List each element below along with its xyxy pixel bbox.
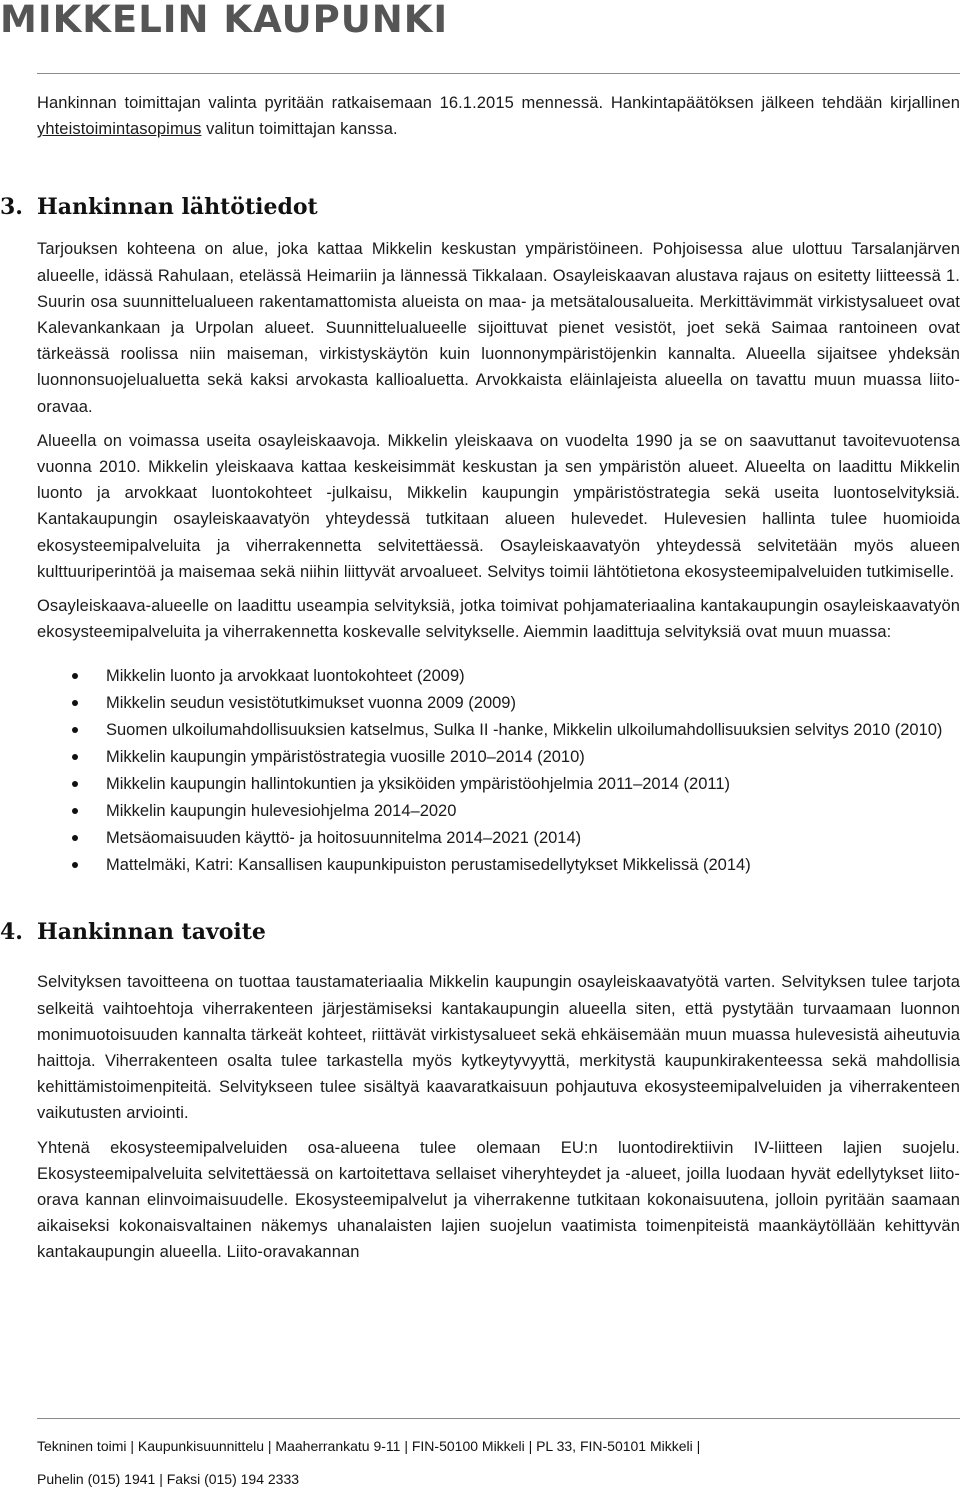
section-4-paragraph: Yhtenä ekosysteemipalveluiden osa-alueena tulee olemaan EU:n luontodirektiivin IV-liitteen lajien suojelu. Ekosysteemipalveluita selvitettäessä on kartoitettava sellaiset viheryhteydet ja -alueet, joilla luodaan hyvät edellytykset liito-orava kannan elinvoimaisuudelle. Ekosysteemipalvelut ja viherrakenne tutkitaan kokonaisuutena, jolloin pyritään saamaan aikaiseksi kokonaisvaltainen näkemys uhanalaisten lajien suojelun vaatimista toimenpiteistä maankäytöllään kehittyvän kantakaupungin alueella. Liito-oravakannan [37,1138,960,1262]
list-item: Mattelmäki, Katri: Kansallisen kaupunkipuiston perustamisedellytykset Mikkelissä (2014) [37,852,960,879]
section-4-title: Hankinnan tavoite [37,919,266,946]
section-3-paragraph: Tarjouksen kohteena on alue, joka kattaa Mikkelin keskustan ympäristöineen. Pohjoisessa alue ulottuu Tarsalanjärven alueelle, idässä Rahulaan, etelässä Heimariin ja lännessä Tikkalaan. Osayleiskaavan alustava rajaus on esitetty liitteessä 1. Suurin osa suunnittelualueen rakentamattomista alueista on maa- ja metsätalousalueita. Merkittävimmät virkistysalueet ovat Kalevankankaan ja Urpolan alueet. Suunnittelualueelle sijoittuvat pienet vesistöt, joet sekä Saimaa rantoineen ovat tärkeässä roolissa niin maiseman, virkistyskäytön kuin luonnonympäristöjenkin kannalta. Alueella sijaitsee yhdeksän luonnonsuojelualuetta sekä kaksi arvokasta kallioaluetta. Arvokkaista eläinlajeista alueella on tavattu muun muassa liito-oravaa. [37,240,960,416]
report-list [37,663,960,879]
list-item: Mikkelin kaupungin hulevesiohjelma 2014–2020 [37,798,960,825]
footer-divider [37,1418,960,1419]
intro-text: Hankinnan toimittajan valinta pyritään ratkaisemaan 16.1.2015 mennessä. Hankintapäätöksen jälkeen tehdään kirjallinen [37,94,960,112]
section-4-paragraph: Selvityksen tavoitteena on tuottaa taustamateriaalia Mikkelin kaupungin osayleiskaavatyötä varten. Selvityksen tulee tarjota selkeitä vaihtoehtoja viherrakenteen järjestämiseksi kantakaupungin alueella siten, että pystytään turvaamaan luonnon monimuotoisuuden kannalta tärkeät kohteet, riittävät virkistysalueet sekä ehkäisemään muun muassa hulevesistä aiheutuvia haittoja. Viherrakenteen osalta tulee tarkastella myös kytkeytyvyyttä, merkitystä kaupunkirakenteessa sekä mahdollisia kehittämistoimenpiteitä. Selvitykseen tulee sisältyä kaavaratkaisuun pohjautuva ekosysteemipalveluiden ja viherrakenteen vaikutusten arviointi. [37,973,960,1123]
section-3-paragraph: Osayleiskaava-alueelle on laadittu useampia selvityksiä, jotka toimivat pohjamateriaalina kantakaupungin osayleiskaavatyön ekosysteemipalveluita ja viherrakennetta koskevalle selvitykselle. Aiemmin laadittuja selvityksiä ovat muun muassa: [37,597,960,642]
list-item: Metsäomaisuuden käyttö- ja hoitosuunnitelma 2014–2021 (2014) [37,825,960,852]
footer-address: Tekninen toimi | Kaupunkisuunnittelu | Maaherrankatu 9-11 | FIN-50100 Mikkeli | PL 33, FIN-50101 Mikkeli | [37,1438,701,1454]
contract-link-text: yhteistoimintasopimus [37,120,202,139]
list-item: Mikkelin kaupungin hallintokuntien ja yksiköiden ympäristöohjelmia 2011–2014 (2011) [37,771,960,798]
section-3-paragraph: Alueella on voimassa useita osayleiskaavoja. Mikkelin yleiskaava on vuodelta 1990 ja se on saavuttanut tavoitevuotensa vuonna 2010. Mikkelin yleiskaava kattaa keskeisimmät keskustan ja sen ympäristön alueet. Alueelta on laadittu Mikkelin luonto ja arvokkaat luontokohteet -julkaisu, Mikkelin kaupungin ympäristöstrategia sekä useita luontoselvityksiä. Kantakaupungin osayleiskaavatyön yhteydessä tutkitaan alueen hulevedet. Hulevesien hallinta tulee huomioida ekosysteemipalveluita ja viherrakennetta selvitettäessä. Osayleiskaavatyön yhteydessä selvitetään myös alueen kulttuuriperintöä ja maisemaa sekä niihin liittyvät arvoalueet. Selvitys toimii lähtötietona ekosysteemipalveluiden tutkimiselle. [37,431,960,581]
list-item: Mikkelin seudun vesistötutkimukset vuonna 2009 (2009) [37,690,960,717]
intro-text-end: valitun toimittajan kanssa. [201,120,398,139]
section-3-number: 3. [0,194,23,221]
list-item: Mikkelin luonto ja arvokkaat luontokohteet (2009) [37,663,960,690]
section-3-heading [0,192,960,222]
section-4-number: 4. [0,919,23,946]
header-divider [37,73,960,74]
city-logo: MIKKELIN KAUPUNKI [0,0,449,41]
section-4-heading [0,917,960,947]
list-item: Mikkelin kaupungin ympäristöstrategia vuosille 2010–2014 (2010) [37,744,960,771]
list-item: Suomen ulkoilumahdollisuuksien katselmus, Sulka II -hanke, Mikkelin ulkoilumahdollisuuksien selvitys 2010 (2010) [37,717,960,744]
section-3-title: Hankinnan lähtötiedot [37,194,318,221]
document-body [0,90,960,1266]
footer-phone: Puhelin (015) 1941 | Faksi (015) 194 2333 [37,1471,300,1487]
intro-paragraph [37,90,960,142]
